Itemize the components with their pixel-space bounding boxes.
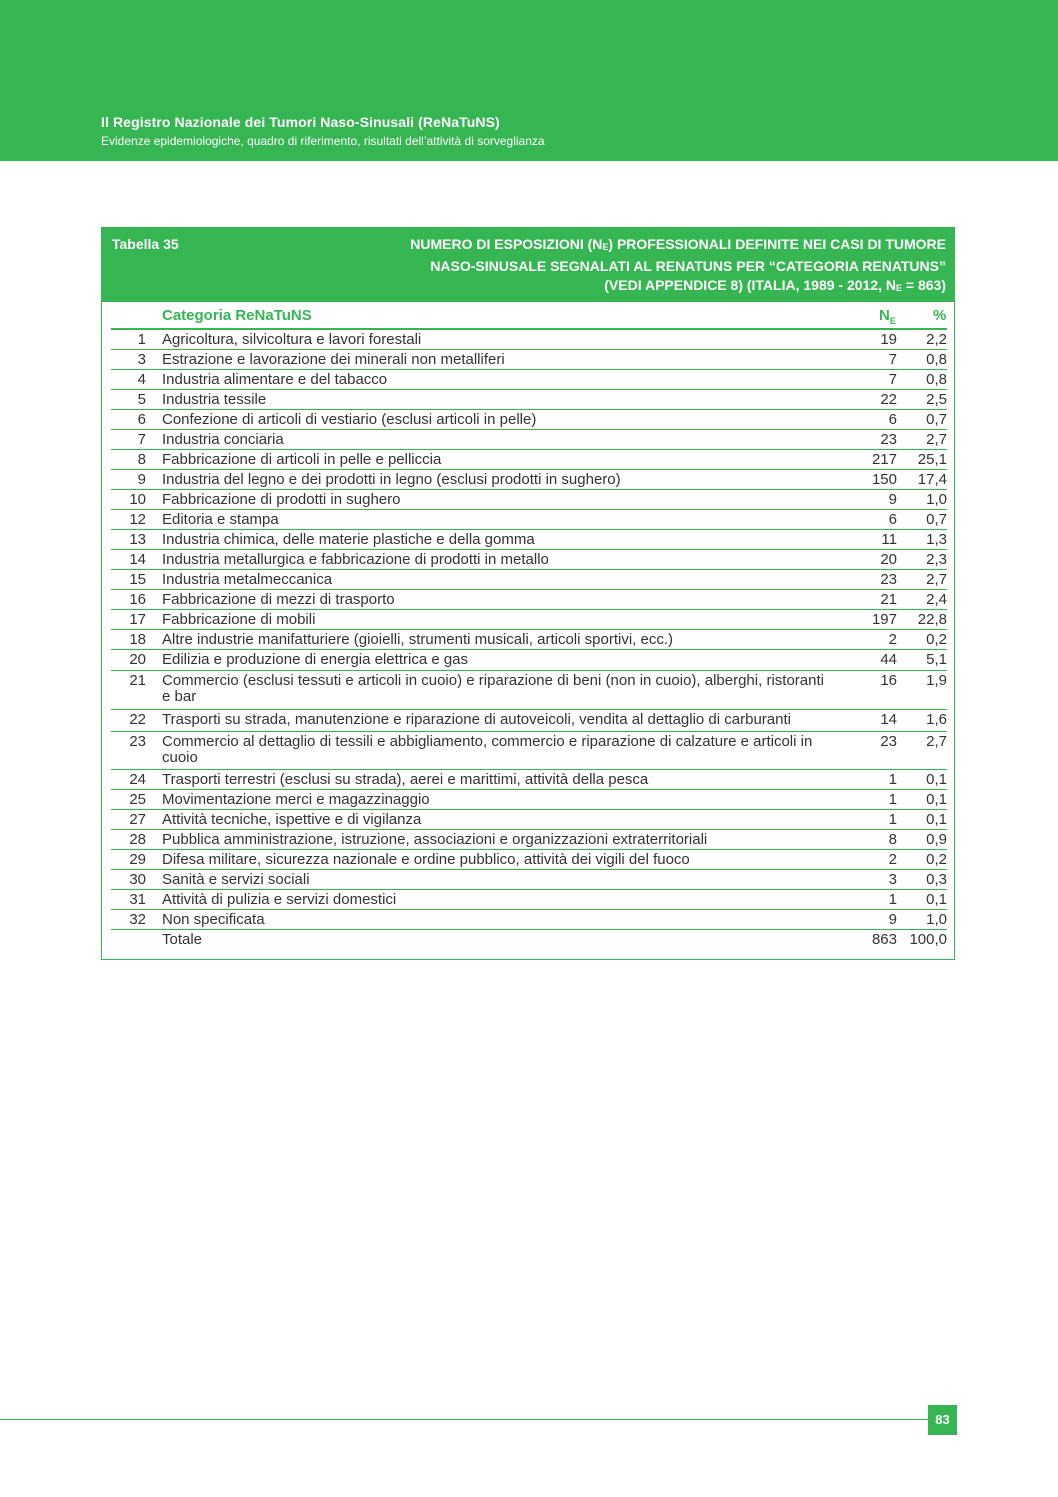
- column-header-percent: %: [933, 307, 947, 324]
- row-ne-value: 11: [881, 531, 897, 548]
- table-row: [111, 790, 947, 810]
- table-row: [111, 910, 947, 930]
- row-number: 14: [129, 551, 146, 568]
- row-ne-value: 6: [888, 511, 897, 528]
- row-ne-value: 197: [871, 611, 897, 628]
- row-ne-value: 1: [888, 791, 897, 808]
- table-row: [111, 430, 947, 450]
- row-category: Trasporti terrestri (esclusi su strada), aerei e marittimi, attività della pesca: [162, 771, 649, 788]
- row-number: 28: [129, 831, 146, 848]
- total-ne-value: 863: [871, 931, 897, 948]
- row-ne-value: 16: [880, 672, 897, 689]
- row-ne-value: 217: [871, 451, 897, 468]
- row-number: 25: [129, 791, 146, 808]
- row-category: Altre industrie manifatturiere (gioielli, strumenti musicali, articoli sportivi, ecc.): [162, 631, 673, 648]
- row-ne-value: 7: [888, 371, 897, 388]
- row-percent: 0,7: [926, 511, 947, 528]
- table-label: Tabella 35: [112, 236, 179, 252]
- row-number: 21: [129, 672, 146, 689]
- row-percent: 2,4: [926, 591, 947, 608]
- table-row: [111, 671, 947, 710]
- table-row: [111, 850, 947, 870]
- table-row: [111, 570, 947, 590]
- table-row: [111, 732, 947, 770]
- row-percent: 0,1: [926, 791, 947, 808]
- table-header-band: [102, 228, 954, 302]
- row-percent: 1,3: [926, 531, 947, 548]
- table-row: [111, 810, 947, 830]
- table-row: [111, 550, 947, 570]
- row-number: 7: [137, 431, 146, 448]
- row-percent: 2,7: [926, 733, 947, 750]
- table-total-row: [111, 930, 947, 952]
- row-percent: 1,0: [926, 911, 947, 928]
- row-category: Industria tessile: [162, 391, 267, 408]
- row-ne-value: 23: [880, 571, 897, 588]
- table-row: [111, 650, 947, 671]
- table-row: [111, 830, 947, 850]
- row-category: Industria chimica, delle materie plastiche e della gomma: [162, 531, 535, 548]
- row-ne-value: 1: [888, 771, 897, 788]
- row-number: 17: [129, 611, 146, 628]
- table-row: [111, 350, 947, 370]
- row-percent: 17,4: [917, 471, 947, 488]
- row-percent: 0,8: [926, 351, 947, 368]
- row-ne-value: 9: [888, 911, 897, 928]
- row-ne-value: 2: [888, 851, 897, 868]
- table-row: [111, 330, 947, 350]
- caption-line-1: NUMERO DI ESPOSIZIONI $(N_E)$ PROFESSIONALI DEFINITE NEI CASI DI TUMORE: [410, 236, 946, 252]
- row-number: 29: [129, 851, 146, 868]
- row-category: Trasporti su strada, manutenzione e riparazione di autoveicoli, vendita al dettaglio di carburanti: [162, 711, 791, 728]
- row-number: 20: [129, 651, 146, 668]
- column-header-category: Categoria ReNaTuNS: [162, 307, 312, 324]
- caption-line-2: NASO-SINUSALE SEGNALATI AL RENATUNS PER “CATEGORIA RENATUNS”: [430, 258, 946, 274]
- row-percent: 1,6: [926, 711, 947, 728]
- row-percent: 1,9: [926, 672, 947, 689]
- caption-line-3: (VEDI APPENDICE 8) (ITALIA, 1989 - 2012, $N_E = 863$): [604, 277, 946, 293]
- row-category: Industria alimentare e del tabacco: [162, 371, 388, 388]
- table-row: [111, 710, 947, 732]
- row-category: Non specificata: [162, 911, 265, 928]
- total-percent: 100,0: [909, 931, 947, 948]
- table-row: [111, 510, 947, 530]
- row-number: 12: [129, 511, 146, 528]
- document-title: Il Registro Nazionale dei Tumori Naso-Sinusali (ReNaTuNS): [101, 114, 500, 130]
- row-category: Commercio al dettaglio di tessili e abbigliamento, commercio e riparazione di calzature e articoli in cuoio: [162, 733, 813, 766]
- row-percent: 0,9: [926, 831, 947, 848]
- row-ne-value: 6: [888, 411, 897, 428]
- row-number: 10: [129, 491, 146, 508]
- row-number: 9: [137, 471, 146, 488]
- row-category: Commercio (esclusi tessuti e articoli in cuoio) e riparazione di beni (non in cuoio), alberghi, ristoranti e bar: [162, 672, 824, 705]
- row-category: Difesa militare, sicurezza nazionale e ordine pubblico, attività dei vigili del fuoco: [162, 851, 690, 868]
- row-number: 5: [137, 391, 146, 408]
- row-number: 23: [129, 733, 146, 750]
- row-ne-value: 9: [888, 491, 897, 508]
- row-category: Edilizia e produzione di energia elettrica e gas: [162, 651, 469, 668]
- row-ne-value: 19: [880, 331, 897, 348]
- row-ne-value: 44: [880, 651, 897, 668]
- row-category: Industria conciaria: [162, 431, 284, 448]
- row-percent: 0,2: [926, 851, 947, 868]
- table-row: [111, 870, 947, 890]
- row-ne-value: 23: [880, 733, 897, 750]
- row-ne-value: 150: [871, 471, 897, 488]
- row-percent: 2,5: [926, 391, 947, 408]
- table-row: [111, 370, 947, 390]
- row-percent: 0,2: [926, 631, 947, 648]
- row-percent: 0,1: [926, 811, 947, 828]
- header-banner: [0, 0, 1058, 161]
- row-ne-value: 22: [880, 391, 897, 408]
- row-percent: 0,1: [926, 771, 947, 788]
- row-ne-value: 2: [888, 631, 897, 648]
- row-category: Attività di pulizia e servizi domestici: [162, 891, 397, 908]
- table-row: [111, 610, 947, 630]
- row-category: Sanità e servizi sociali: [162, 871, 310, 888]
- table-row: [111, 470, 947, 490]
- row-category: Industria del legno e dei prodotti in legno (esclusi prodotti in sughero): [162, 471, 621, 488]
- row-ne-value: 1: [888, 811, 897, 828]
- row-number: 1: [137, 331, 146, 348]
- row-percent: 2,7: [926, 571, 947, 588]
- document-subtitle: Evidenze epidemiologiche, quadro di riferimento, risultati dell’attività di sorveglianza: [101, 134, 545, 148]
- row-category: Industria metalmeccanica: [162, 571, 333, 588]
- row-number: 13: [129, 531, 146, 548]
- row-ne-value: 20: [880, 551, 897, 568]
- row-ne-value: 1: [888, 891, 897, 908]
- row-category: Fabbricazione di prodotti in sughero: [162, 491, 401, 508]
- table-row: [111, 770, 947, 790]
- row-number: 24: [129, 771, 146, 788]
- row-number: 6: [137, 411, 146, 428]
- table-row: [111, 490, 947, 510]
- row-percent: 1,0: [926, 491, 947, 508]
- table-body: [111, 330, 947, 952]
- table-row: [111, 530, 947, 550]
- row-number: 15: [129, 571, 146, 588]
- exposure-table: [101, 227, 955, 960]
- row-number: 18: [129, 631, 146, 648]
- row-number: 32: [129, 911, 146, 928]
- row-category: Estrazione e lavorazione dei minerali non metalliferi: [162, 351, 505, 368]
- column-header-ne: $N_E$: [879, 307, 896, 326]
- row-category: Attività tecniche, ispettive e di vigilanza: [162, 811, 422, 828]
- row-percent: 0,3: [926, 871, 947, 888]
- row-category: Fabbricazione di mobili: [162, 611, 316, 628]
- row-number: 3: [137, 351, 146, 368]
- row-percent: 2,7: [926, 431, 947, 448]
- row-number: 16: [129, 591, 146, 608]
- row-category: Industria metallurgica e fabbricazione di prodotti in metallo: [162, 551, 549, 568]
- row-number: 27: [129, 811, 146, 828]
- row-number: 22: [129, 711, 146, 728]
- table-row: [111, 450, 947, 470]
- row-percent: 0,7: [926, 411, 947, 428]
- row-number: 30: [129, 871, 146, 888]
- row-number: 4: [137, 371, 146, 388]
- row-category: Movimentazione merci e magazzinaggio: [162, 791, 430, 808]
- table-row: [111, 890, 947, 910]
- footer-rule: [0, 1419, 928, 1420]
- row-category: Confezione di articoli di vestiario (esclusi articoli in pelle): [162, 411, 537, 428]
- table-row: [111, 410, 947, 430]
- row-percent: 5,1: [926, 651, 947, 668]
- row-percent: 0,8: [926, 371, 947, 388]
- row-category: Fabbricazione di mezzi di trasporto: [162, 591, 395, 608]
- row-ne-value: 7: [888, 351, 897, 368]
- row-ne-value: 3: [888, 871, 897, 888]
- row-percent: 22,8: [917, 611, 947, 628]
- page-number: 83: [928, 1405, 957, 1435]
- row-ne-value: 21: [880, 591, 897, 608]
- row-number: 31: [129, 891, 146, 908]
- table-row: [111, 630, 947, 650]
- row-percent: 25,1: [917, 451, 947, 468]
- row-ne-value: 8: [888, 831, 897, 848]
- row-category: Editoria e stampa: [162, 511, 279, 528]
- row-ne-value: 14: [880, 711, 897, 728]
- total-label: Totale: [162, 931, 203, 948]
- row-number: 8: [137, 451, 146, 468]
- table-row: [111, 590, 947, 610]
- row-ne-value: 23: [880, 431, 897, 448]
- table-caption: [306, 235, 946, 298]
- table-row: [111, 390, 947, 410]
- row-category: Fabbricazione di articoli in pelle e pelliccia: [162, 451, 442, 468]
- row-percent: 0,1: [926, 891, 947, 908]
- row-percent: 2,2: [926, 331, 947, 348]
- row-category: Pubblica amministrazione, istruzione, associazioni e organizzazioni extraterritoriali: [162, 831, 708, 848]
- row-category: Agricoltura, silvicoltura e lavori forestali: [162, 331, 422, 348]
- row-percent: 2,3: [926, 551, 947, 568]
